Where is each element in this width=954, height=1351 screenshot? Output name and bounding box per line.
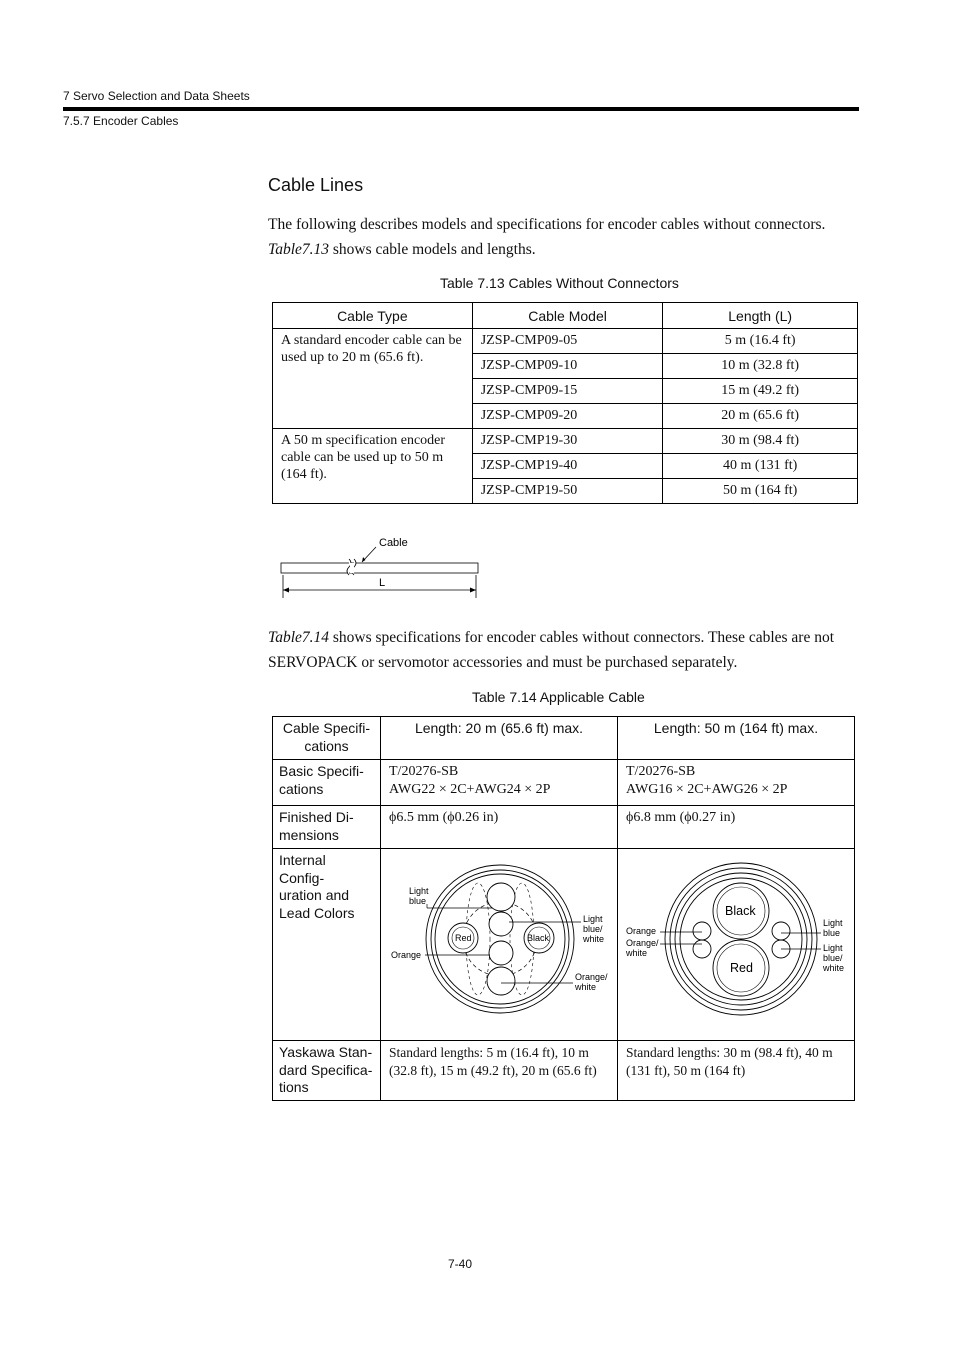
model-cell: JZSP-CMP09-10 [472,354,663,379]
length-cell: 15 m (49.2 ft) [663,379,858,404]
header-rule [63,107,859,111]
spec-cell: ϕ6.5 mm (ϕ0.26 in) [381,806,618,849]
lead-light-blue-white-label: Light blue/ white [823,943,845,973]
cross-section-diagram-50m [618,849,854,1035]
length-cell: 50 m (164 ft) [663,479,858,504]
row-header-cell: Internal Config- uration and Lead Colors [273,849,381,1041]
cross-section-diagram-20m [381,849,617,1035]
table-row [273,329,858,354]
model-cell: JZSP-CMP09-15 [472,379,663,404]
table-caption: Table 7.13 Cables Without Connectors [440,275,679,291]
length-cell: 10 m (32.8 ft) [663,354,858,379]
length-cell: 40 m (131 ft) [663,454,858,479]
table-reference-link[interactable]: Table7.13 [268,240,330,258]
cable-length-figure [276,530,486,602]
intro-line: The following describes models and specifications for encoder cables without connectors. [268,216,826,233]
spec-cell: ϕ6.8 mm (ϕ0.27 in) [618,806,855,849]
header-cell: Length (L) [663,303,858,329]
lead-light-blue-label: Light blue [823,918,843,938]
table-row [273,760,855,806]
diagram-cell [618,849,855,1041]
header-cell: Cable Model [472,303,663,329]
page-number: 7-40 [448,1257,473,1271]
header-cell: Length: 50 m (164 ft) max. [618,717,855,760]
spec-cell: T/20276-SB AWG16 × 2C+AWG26 × 2P [618,760,855,806]
row-header-cell: Finished Di- mensions [273,806,381,849]
table-row [273,806,855,849]
table-caption: Table 7.14 Applicable Cable [472,689,645,705]
lead-light-blue-label: Light blue [409,886,429,906]
lead-orange-white-label: Orange/ white [626,938,659,958]
section-title: Cable Lines [268,175,364,195]
length-label: L [379,577,386,589]
cable-body [281,563,478,573]
spec-cell: Standard lengths: 30 m (98.4 ft), 40 m (131 ft), 50 m (164 ft) [618,1041,855,1101]
lead-orange-label: Orange [626,926,657,936]
length-cell: 30 m (98.4 ft) [663,429,858,454]
cable-label: Cable [379,537,408,549]
cable-type-cell: A 50 m specification encoder cable can be used up to 50 m (164 ft). [273,429,473,504]
running-header-chapter: 7 Servo Selection and Data Sheets [63,89,250,103]
spec-text: shows specifications for encoder cables without connectors. These cables are not SERVOPACK or servomotor accessories and must be purchased separately. [268,629,835,671]
length-cell: 5 m (16.4 ft) [663,329,858,354]
model-cell: JZSP-CMP09-05 [472,329,663,354]
model-cell: JZSP-CMP19-50 [472,479,663,504]
spec-cell: Standard lengths: 5 m (16.4 ft), 10 m (32.8 ft), 15 m (49.2 ft), 20 m (65.6 ft) [381,1041,618,1101]
applicable-cable-table [272,716,855,1101]
model-cell: JZSP-CMP19-30 [472,429,663,454]
table-header-row [273,717,855,760]
table-row [273,849,855,1041]
leader-arrowhead [362,557,366,562]
lead-light-blue-white-label: Light blue/ white [583,914,605,944]
model-cell: JZSP-CMP09-20 [472,404,663,429]
table-header-row [273,303,858,329]
header-cell: Cable Specifi- cations [273,717,381,760]
lead-black-label: Black [527,933,550,943]
header-cell: Cable Type [273,303,473,329]
row-header-cell: Basic Specifi- cations [273,760,381,806]
table-row [273,1041,855,1101]
spec-paragraph [268,626,860,675]
diagram-cell [381,849,618,1041]
cable-type-cell: A standard encoder cable can be used up to 20 m (65.6 ft). [273,329,473,429]
lead-red-label: Red [730,961,753,975]
lead-orange-label: Orange [391,950,422,960]
running-header-section: 7.5.7 Encoder Cables [63,114,179,128]
intro-paragraph [268,213,860,262]
intro-rest: shows cable models and lengths. [329,240,536,258]
length-cell: 20 m (65.6 ft) [663,404,858,429]
spec-cell: T/20276-SB AWG22 × 2C+AWG24 × 2P [381,760,618,806]
cable-break-gap [350,563,354,573]
lead-red-label: Red [455,933,472,943]
cables-table [272,302,858,504]
lead-black-label: Black [725,904,756,918]
model-cell: JZSP-CMP19-40 [472,454,663,479]
lead-orange-white-label: Orange/ white [575,972,608,992]
header-cell: Length: 20 m (65.6 ft) max. [381,717,618,760]
row-header-cell: Yaskawa Stan- dard Specifica- tions [273,1041,381,1101]
table-row [273,429,858,454]
table-reference-link[interactable]: Table7.14 [268,629,330,646]
